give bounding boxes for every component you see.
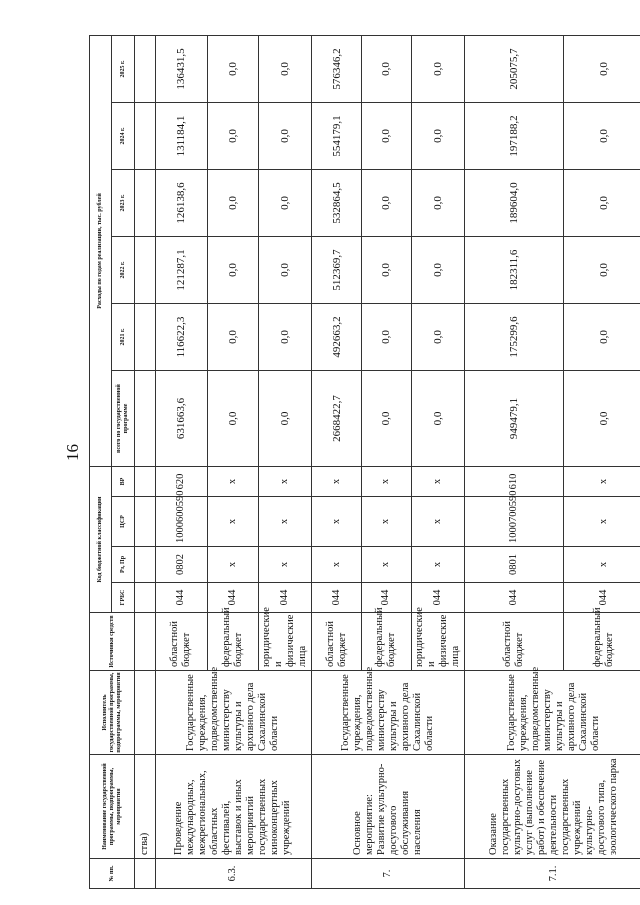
grbs: 044 [564,583,640,613]
year-value: 0,0 [361,236,411,303]
year-value: 0,0 [259,35,312,102]
header-vr: ВР [112,466,135,496]
grbs: 044 [259,583,312,613]
header-executor: Исполнитель государственной программы, подпрограммы, мероприятия [90,671,135,755]
row-number: 7. [312,859,464,889]
year-value: 0,0 [411,169,464,236]
year-value: 0,0 [411,35,464,102]
page-number: 16 [63,444,82,461]
total: 2668422,7 [312,370,362,466]
header-year: 2025 г. [112,35,135,102]
header-years-group: Расходы по годам реализации, тыс. рублей [90,35,112,466]
year-value: 0,0 [564,303,640,370]
rzpr: x [564,547,640,583]
rzpr: x [361,547,411,583]
header-grbs: ГРБС [112,583,135,613]
vr: x [312,466,362,496]
year-value: 0,0 [207,236,259,303]
header-year: 2023 г. [112,169,135,236]
budget-table [89,35,640,889]
year-value: 0,0 [259,102,312,169]
total: 0,0 [207,370,259,466]
year-value: 197188,2 [464,102,564,169]
executor-name: Государственные учреждения, подведомственные министерству культуры и архивного дела Сахалинской области [464,671,640,755]
year-value: 0,0 [361,303,411,370]
year-value: 0,0 [411,236,464,303]
year-value: 0,0 [207,169,259,236]
vr: x [259,466,312,496]
source: федеральный бюджет [361,613,411,671]
total: 631663,6 [155,370,207,466]
grbs: 044 [464,583,564,613]
source: областной бюджет [464,613,564,671]
year-value: 492663,2 [312,303,362,370]
year-value: 205075,7 [464,35,564,102]
table-row [312,35,362,888]
rzpr: 0801 [464,547,564,583]
vr: x [207,466,259,496]
row-number: 7.1. [464,859,640,889]
rzpr: x [312,547,362,583]
year-value: 0,0 [361,35,411,102]
year-value: 0,0 [411,102,464,169]
year-value: 126138,6 [155,169,207,236]
csr: x [312,497,362,547]
year-value: 0,0 [564,102,640,169]
year-value: 0,0 [361,102,411,169]
header-year: 2024 г. [112,102,135,169]
measure-name: Проведение международных, межрегиональных, областных фестивалей, выставок и иных мероприятий государственных киноконцертных учреждений [155,755,312,859]
vr: x [564,466,640,496]
rzpr: x [259,547,312,583]
source: федеральный бюджет [564,613,640,671]
year-value: 131184,1 [155,102,207,169]
grbs: 044 [312,583,362,613]
year-value: 0,0 [207,102,259,169]
year-value: 189604,0 [464,169,564,236]
year-value: 512369,7 [312,236,362,303]
header-total: всего по государственной программе [112,370,135,466]
year-value: 0,0 [361,169,411,236]
csr: x [361,497,411,547]
source: областной бюджет [312,613,362,671]
csr: 1000600590 [155,497,207,547]
vr: 610 [464,466,564,496]
total: 0,0 [361,370,411,466]
header-year: 2022 г. [112,236,135,303]
measure-name: Основное мероприятие: Развитие культурно-досугового обслуживания населения [312,755,464,859]
table-row [155,35,207,888]
year-value: 554179,1 [312,102,362,169]
budget-table-rotated [89,36,640,889]
table-row [135,35,156,888]
rzpr: x [411,547,464,583]
total: 0,0 [564,370,640,466]
year-value: 121287,1 [155,236,207,303]
header-budget-code: Код бюджетной классификации [90,466,112,612]
header-source: Источники средств [90,613,135,671]
year-value: 0,0 [564,236,640,303]
year-value: 0,0 [564,169,640,236]
grbs: 044 [155,583,207,613]
year-value: 0,0 [259,236,312,303]
source: федеральный бюджет [207,613,259,671]
source: юридические и физические лица [411,613,464,671]
header-rzpr: Рз, Пр [112,547,135,583]
csr: x [411,497,464,547]
grbs: 044 [361,583,411,613]
grbs: 044 [207,583,259,613]
csr: 1000700590 [464,497,564,547]
measure-name: Оказание государственных культурно-досуговых услуг (выполнение работ) и обеспечение деятельности государственных учреждений культурно-досугового типа, зоологического парка [464,755,640,859]
header-year: 2021 г. [112,303,135,370]
rzpr: x [207,547,259,583]
year-value: 0,0 [259,169,312,236]
year-value: 0,0 [564,35,640,102]
year-value: 175299,6 [464,303,564,370]
row-number: 6.3. [155,859,312,889]
total: 0,0 [411,370,464,466]
year-value: 116622,3 [155,303,207,370]
csr: x [259,497,312,547]
vr: x [361,466,411,496]
header-csr: ЦСР [112,497,135,547]
vr: x [411,466,464,496]
source: областной бюджет [155,613,207,671]
table-row [464,35,564,888]
csr: x [207,497,259,547]
year-value: 0,0 [207,303,259,370]
total: 949479,1 [464,370,564,466]
csr: x [564,497,640,547]
year-value: 532864,5 [312,169,362,236]
year-value: 0,0 [207,35,259,102]
total: 0,0 [259,370,312,466]
vr: 620 [155,466,207,496]
header-name: Наименование государственной программы, подпрограммы, мероприятия [90,755,135,859]
name-tail: ства) [135,755,156,859]
rzpr: 0802 [155,547,207,583]
executor-name: Государственные учреждения, подведомственные министерству культуры и архивного дела Сахалинской области [155,671,312,755]
year-value: 576346,2 [312,35,362,102]
executor-name: Государственные учреждения, подведомственные министерству культуры и архивного дела Сахалинской области [312,671,464,755]
year-value: 0,0 [259,303,312,370]
grbs: 044 [411,583,464,613]
year-value: 182311,6 [464,236,564,303]
source: юридические и физические лица [259,613,312,671]
year-value: 0,0 [411,303,464,370]
year-value: 136431,5 [155,35,207,102]
header-num: № пп. [90,859,135,889]
